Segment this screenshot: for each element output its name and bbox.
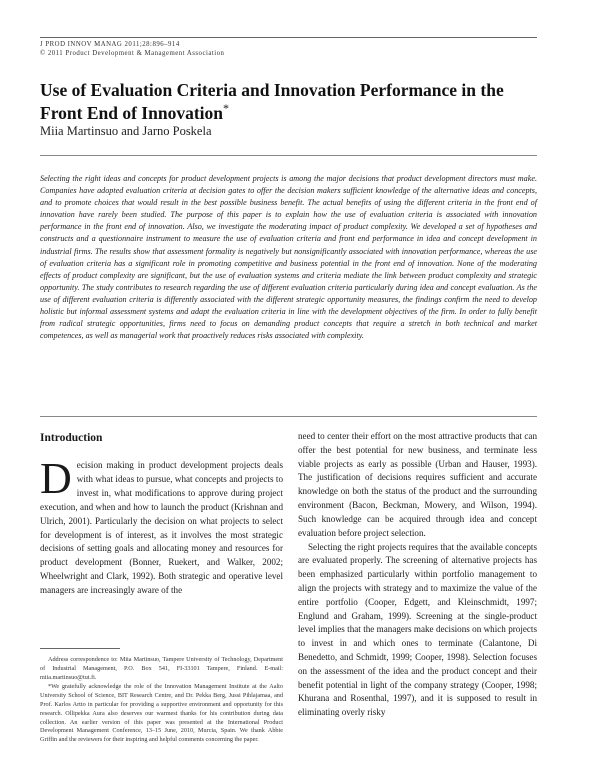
right-column [298,430,537,720]
drop-cap: D [40,454,72,504]
journal-header [40,40,224,58]
correspondence-footnote: Address correspondence to: Miia Martinsuo, Tampere University of Technology, Department of Industrial Management, P.O. Box 541, FI-33101 Tampere, Finland. E-mail: miia.martinsuo@tut.fi. [40,656,283,681]
journal-citation: J PROD INNOV MANAG 2011;28:896–914 [40,41,180,48]
intro-paragraph-1 [40,454,283,597]
left-column [40,430,283,598]
abstract-top-rule [40,155,537,156]
title-text: Use of Evaluation Criteria and Innovation Performance in the Front End of Innovation [40,80,504,124]
header-rule [40,37,537,38]
copyright-notice: © 2011 Product Development & Management Association [40,50,225,58]
author-list: Miia Martinsuo and Jarno Poskela [40,124,212,138]
abstract: Selecting the right ideas and concepts for product development projects is among the major decisions that product development directors must make. Companies have adopted evaluation criteria at decision gates to offer the decision makers sufficient knowledge of the alternative ideas and concepts, and to promote choices that would result in the best possible business benefit. The actual benefits of using the different criteria in the front end of innovation have rarely been studied. The purpose of this paper is to explain how the use of evaluation criteria is associated with innovation performance in the front end of innovation. Also, we investigate the moderating impact of product complexity. We developed a set of hypotheses and constructs and a questionnaire instrument to measure the use of evaluation criteria and front end performance in idea and concept development in industrial firms. The results show that assessment formality is negatively but nonsignificantly associated with innovation performance, whereas the use of evaluation criteria has a significant role in promoting competitive and business potential in the front end of innovation. None of the moderating effects of product complexity are significant, but the use of evaluation systems and criteria mediate the link between product complexity and strategic opportunity. The study contributes to research regarding the use of different evaluation criteria particularly during idea and concept evaluation. As the use of different evaluation criteria is differently associated with the different strategic opportunity measures, the findings confirm the need to develop holistic but informal assessment systems and adapt the evaluation criteria in line with the development objectives of the firm. In order to fully benefit from radical strategic opportunities, firms need to focus on demanding product concepts that require a stretch in both technical and market competences, as well as managerial work that proactively reduces risks associated with complexity. [40,174,537,340]
intro-paragraph-2: need to center their effort on the most attractive products that can offer the best potential for new business, and terminate less viable projects as early as possible (Urban and Hauser, 1993). The justification of decisions requires sufficient and accurate knowledge on both the status of the product and the surrounding environment (Bacon, Beckman, Mowery, and Wilson, 1994). Such knowledge can be acquired through idea and concept evaluation before project selection. [298,431,537,538]
section-heading-introduction: Introduction [40,432,103,444]
abstract-bottom-rule [40,416,537,417]
article-title [40,80,540,125]
intro-paragraph-1-text: ecision making in product development projects deals with what ideas to pursue, what concepts and projects to invest in, what modifications to approve during project execution, and when and how to launch the product (Krishnan and Ulrich, 2001). Particularly the decision on what projects to select for development is of interest, as it involves the most strategic decisions of setting goals and allocating money and resources for product development (Bonner, Ruekert, and Walker, 2002; Wheelwright and Clark, 1992). Both strategic and operative level managers are increasingly aware of the [40,460,283,595]
footnote-rule [40,648,120,649]
footnotes [40,656,283,746]
title-footnote-mark: * [223,101,229,116]
intro-paragraph-3: Selecting the right projects requires that the available concepts are evaluated properly. The screening of alternative projects has been emphasized particularly within portfolio management to align the projects with strategy and to maximize the value of the entire portfolio (Cooper, Edgett, and Kleinschmidt, 1997; Englund and Graham, 1999). Screening at the single-product level implies that the managers make decisions on which projects to invest in and which ones to terminate (Calantone, Di Benedetto, and Schmidt, 1999; Cooper, 1998). Selection focuses on the assessment of the idea and the product concept and their benefit potential in light of the company strategy (Cooper, 1998; Khurana and Rosenthal, 1997), and it is supposed to result in eliminating overly risky [298,541,537,718]
acknowledgement-footnote: *We gratefully acknowledge the role of the Innovation Management Institute at the Aalto University School of Science, BIT Research Centre, and Dr. Pekka Berg, Jussi Pihlajamaa, and Prof. Karlos Artto in particular for providing a supportive environment and opportunity for this research. Ollipekka Aura also deserves our warmest thanks for his contribution during data collection. An earlier version of this paper was presented at the International Product Development Management Conference, 13–15 June, 2010, Murcia, Spain. We thank Abbie Griffin and the reviewers for their inspiring and helpful comments concerning the paper. [40,683,283,744]
